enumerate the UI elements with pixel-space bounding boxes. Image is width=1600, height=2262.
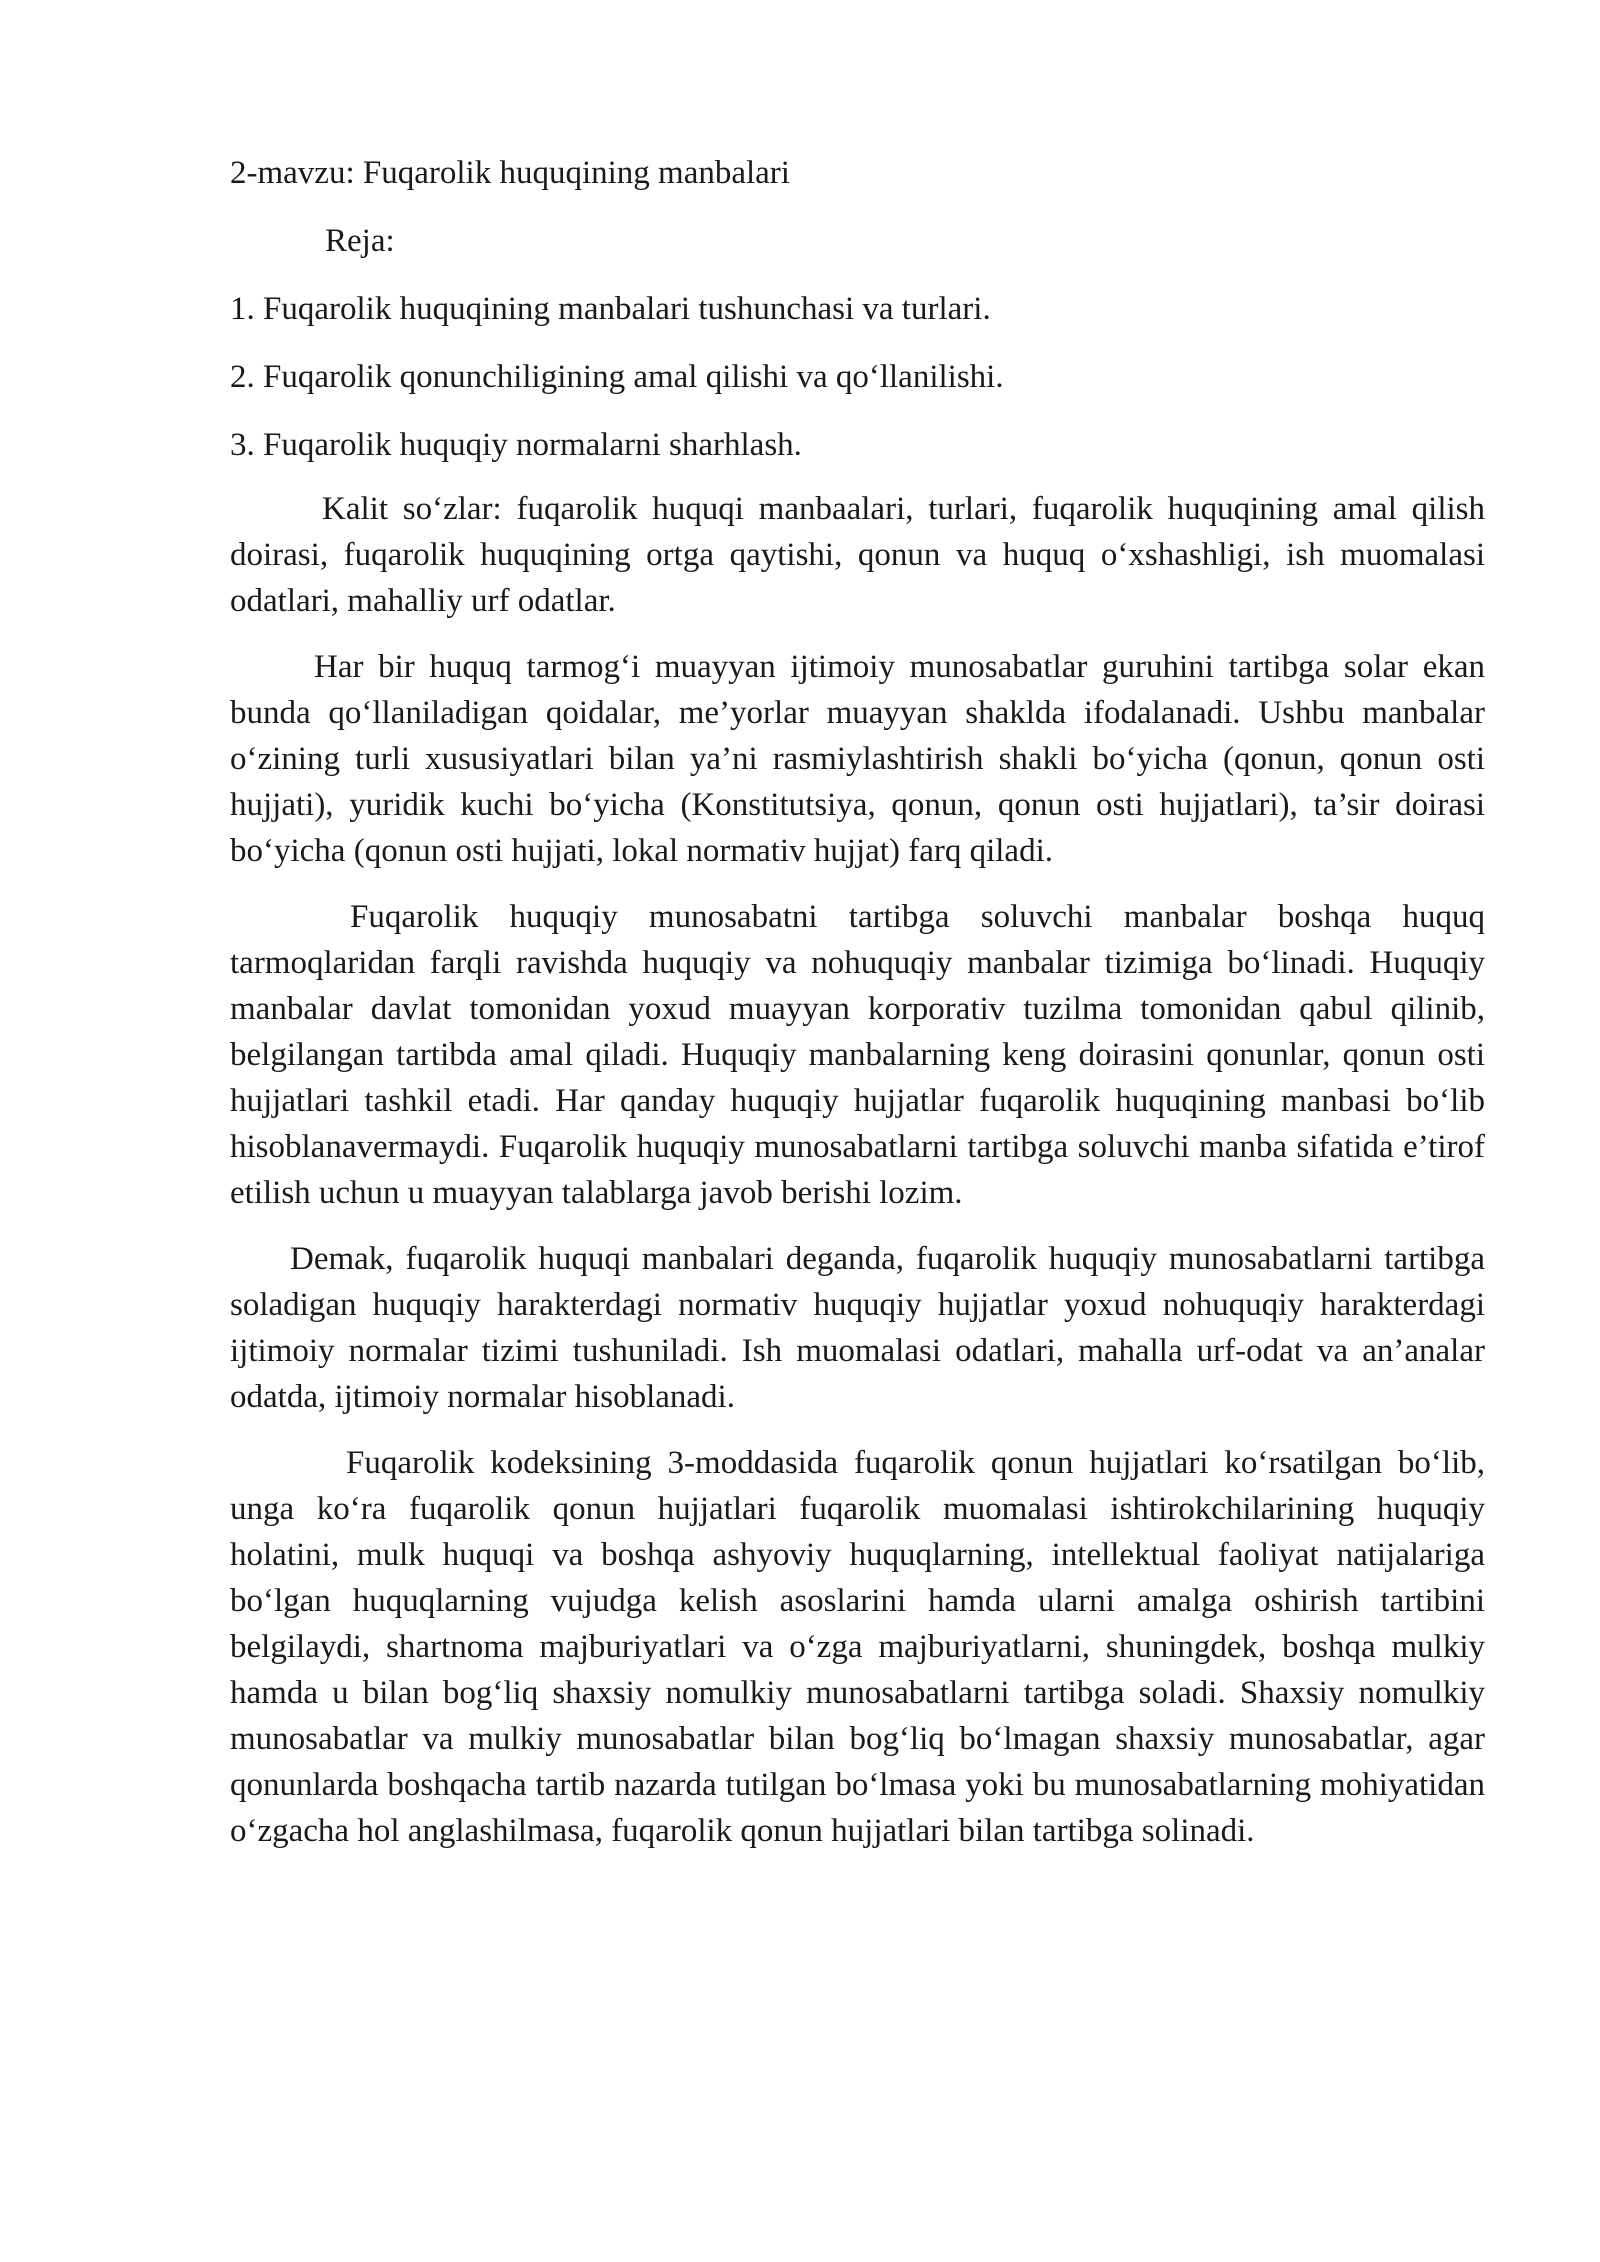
plan-heading: Reja: — [325, 223, 395, 259]
plan-item-2: 2. Fuqarolik qonunchiligining amal qilishi va qo‘llanilishi. — [230, 359, 1004, 395]
plan-item-3: 3. Fuqarolik huquqiy normalarni sharhlash. — [230, 427, 802, 463]
plan-item-1: 1. Fuqarolik huquqining manbalari tushunchasi va turlari. — [230, 291, 991, 327]
document-title: 2-mavzu: Fuqarolik huquqining manbalari — [230, 155, 790, 191]
body-paragraph-2: Fuqarolik huquqiy munosabatni tartibga soluvchi manbalar boshqa huquq tarmoqlaridan farqli ravishda huquqiy va nohuquqiy manbalar tizimiga bo‘linadi. Huquqiy manbalar davlat tomonidan yoxud muayyan korporativ tuzilma tomonidan qabul qilinib, belgilangan tartibda amal qiladi. Huquqiy manbalarning keng doirasini qonunlar, qonun osti hujjatlari tashkil etadi. Har qanday huquqiy hujjatlar fuqarolik huquqining manbasi bo‘lib hisoblanavermaydi. Fuqarolik huquqiy munosabatlarni tartibga soluvchi manba sifatida e’tirof etilish uchun u muayyan talablarga javob berishi lozim. — [230, 899, 1485, 1211]
document-body — [230, 150, 1485, 1874]
body-paragraph-1: Har bir huquq tarmog‘i muayyan ijtimoiy munosabatlar guruhini tartibga solar ekan bunda qo‘llaniladigan qoidalar, me’yorlar muayyan shaklda ifodalanadi. Ushbu manbalar o‘zining turli xususiyatlari bilan ya’ni rasmiylashtirish shakli bo‘yicha (qonun, qonun osti hujjati), yuridik kuchi bo‘yicha (Konstitutsiya, qonun, qonun osti hujjatlari), ta’sir doirasi bo‘yicha (qonun osti hujjati, lokal normativ hujjat) farq qiladi. — [230, 649, 1485, 869]
keywords-paragraph: Kalit so‘zlar: fuqarolik huquqi manbaalari, turlari, fuqarolik huquqining amal qilish doirasi, fuqarolik huquqining ortga qaytishi, qonun va huquq o‘xshashligi, ish muomalasi odatlari, mahalliy urf odatlar. — [230, 491, 1485, 619]
body-paragraph-4: Fuqarolik kodeksining 3-moddasida fuqarolik qonun hujjatlari ko‘rsatilgan bo‘lib, unga ko‘ra fuqarolik qonun hujjatlari fuqarolik muomalasi ishtirokchilarining huquqiy holatini, mulk huquqi va boshqa ashyoviy huquqlarning, intellektual faoliyat natijalariga bo‘lgan huquqlarning vujudga kelish asoslarini hamda ularni amalga oshirish tartibini belgilaydi, shartnoma majburiyatlari va o‘zga majburiyatlarni, shuningdek, boshqa mulkiy hamda u bilan bog‘liq shaxsiy nomulkiy munosabatlarni tartibga soladi. Shaxsiy nomulkiy munosabatlar va mulkiy munosabatlar bilan bog‘liq bo‘lmagan shaxsiy munosabatlar, agar qonunlarda boshqacha tartib nazarda tutilgan bo‘lmasa yoki bu munosabatlarning mohiyatidan o‘zgacha hol anglashilmasa, fuqarolik qonun hujjatlari bilan tartibga solinadi. — [230, 1445, 1485, 1849]
body-paragraph-3: Demak, fuqarolik huquqi manbalari deganda, fuqarolik huquqiy munosabatlarni tartibga soladigan huquqiy harakterdagi normativ huquqiy hujjatlar yoxud nohuquqiy harakterdagi ijtimoiy normalar tizimi tushuniladi. Ish muomalasi odatlari, mahalla urf-odat va an’analar odatda, ijtimoiy normalar hisoblanadi. — [230, 1241, 1485, 1415]
